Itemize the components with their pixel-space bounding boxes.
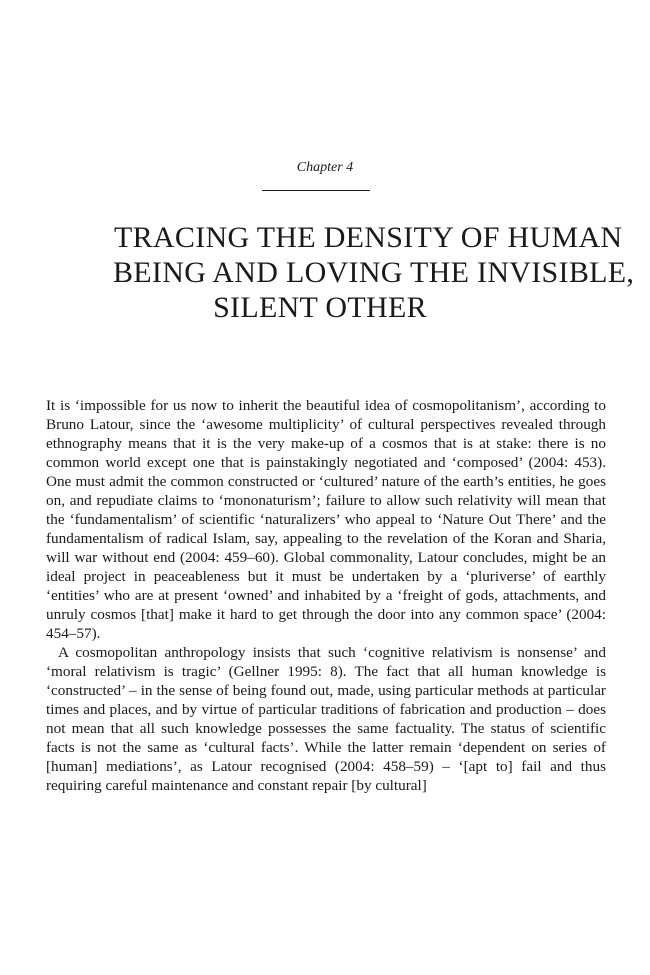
paragraph-1: It is ‘impossible for us now to inherit the beautiful idea of cosmopolitanism’, according to Bruno Latour, since the ‘awesome multiplicity’ of cultural perspectives revealed through ethnography means that it is the very make-up of a cosmos that is at stake: there is no common world except one that is painstakingly negotiated and ‘composed’ (2004: 453). One must admit the common constructed or ‘cultured’ nature of the earth’s entities, he goes on, and repudiate claims to ‘mononaturism’; failure to allow such relativity will mean that the ‘fundamentalism’ of scientific ‘naturalizers’ who appeal to ‘Nature Out There’ and the fundamentalism of radical Islam, say, appealing to the revelation of the Koran and Sharia, will war without end (2004: 459–60). Global commonality, Latour concludes, might be an ideal project in peaceableness but it must be undertaken by a ‘pluriverse’ of earthly ‘entities’ who are at present ‘owned’ and inhabited by a ‘freight of gods, attachments, and unruly cosmos [that] make it hard to get through the door into any common space’ (2004: 454–57). xyxy=(46,397,606,642)
chapter-title-line-2: BEING AND LOVING THE INVISIBLE, xyxy=(113,256,635,289)
chapter-title xyxy=(60,220,635,325)
chapter-title-line-3: SILENT OTHER xyxy=(213,291,427,324)
chapter-label: Chapter 4 xyxy=(296,160,354,175)
chapter-title-line-1: TRACING THE DENSITY OF HUMAN xyxy=(114,221,623,254)
body-text xyxy=(46,396,606,795)
paragraph-2: A cosmopolitan anthropology insists that such ‘cognitive relativism is nonsense’ and ‘moral relativism is tragic’ (Gellner 1995: 8). The fact that all human knowledge is ‘constructed’ – in the sense of being found out, made, using particular methods at particular times and places, and by virtue of particular traditions of fabrication and production – does not mean that all such knowledge possesses the same factuality. The status of scientific facts is not the same as ‘cultural facts’. While the latter remain ‘dependent on series of [human] mediations’, as Latour recognised (2004: 458–59) – ‘[apt to] fail and thus requiring careful maintenance and constant repair [by cultural] xyxy=(46,644,606,794)
chapter-divider-rule xyxy=(262,190,370,191)
